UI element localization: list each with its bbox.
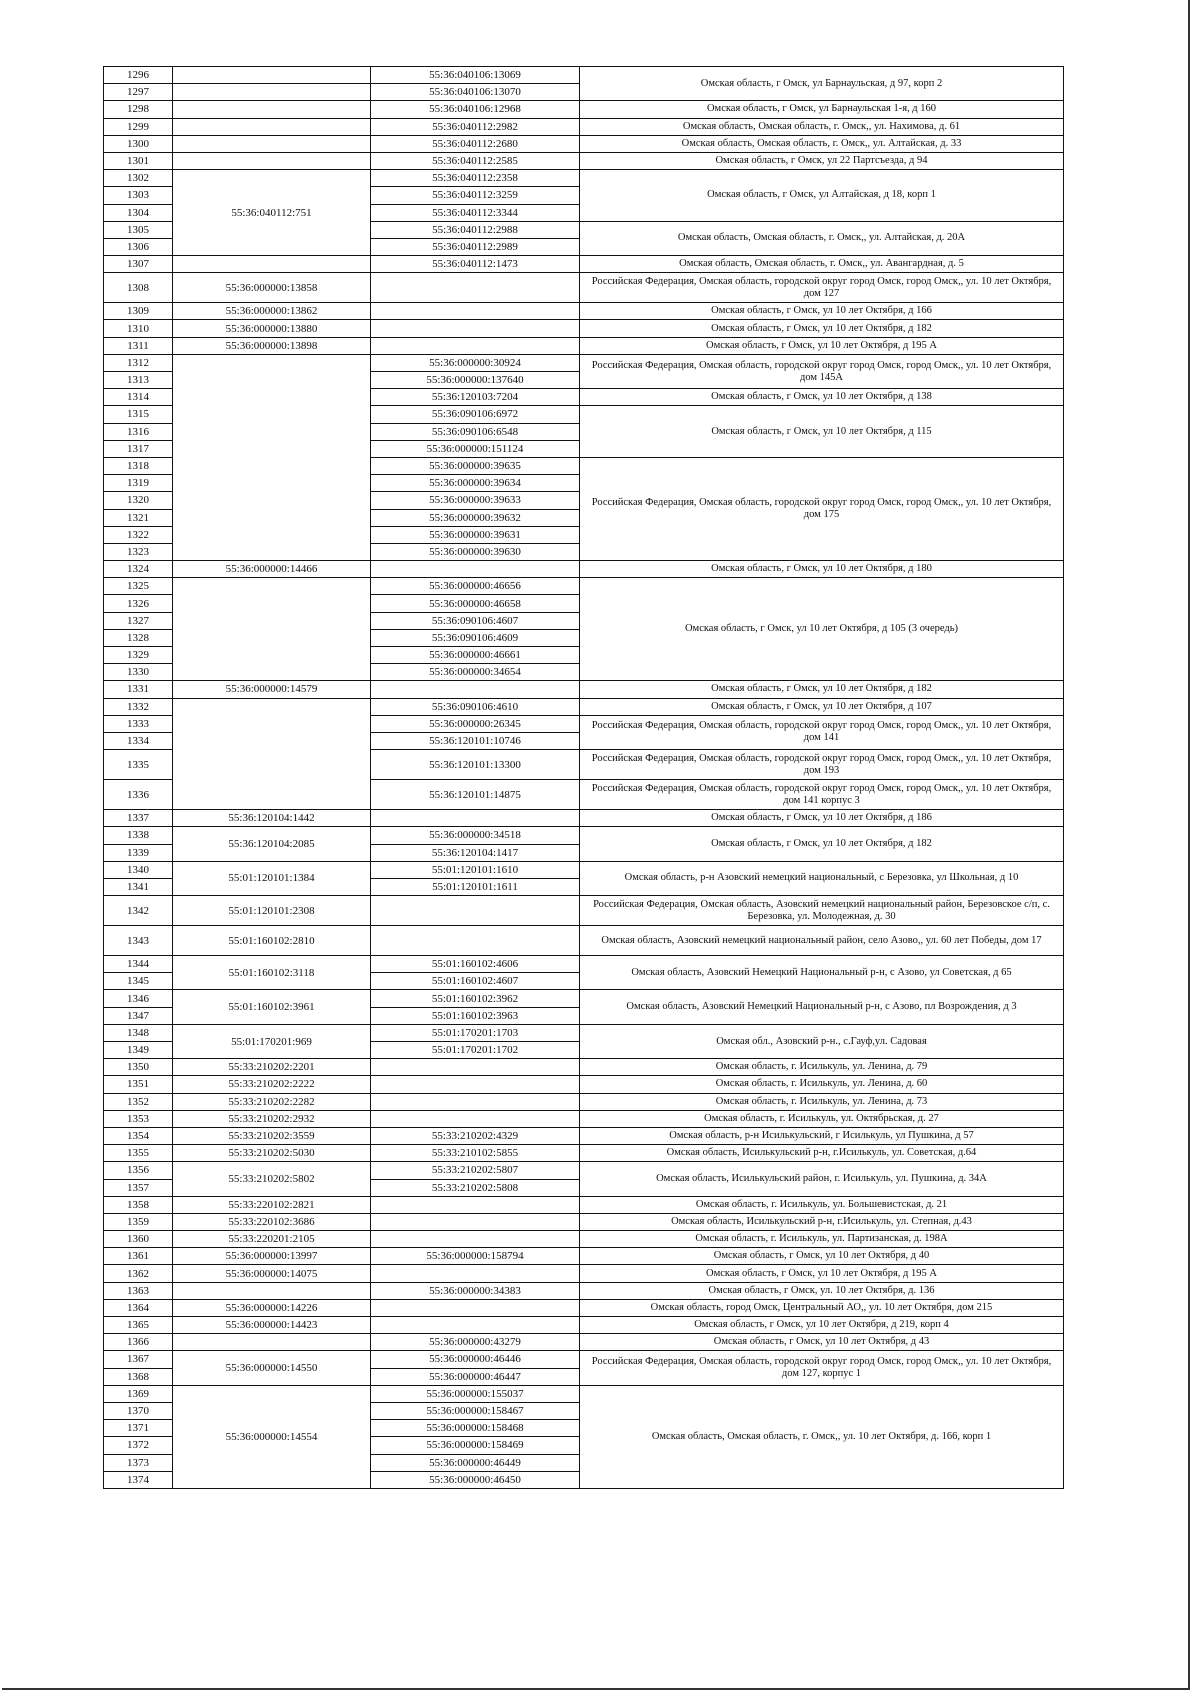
object-cadastral-number-cell: 55:36:000000:39634 [371,475,580,492]
address-cell: Омская область, Омская область, г. Омск,, ул. Нахимова, д. 61 [580,118,1064,135]
object-cadastral-number-cell: 55:36:120101:13300 [371,750,580,780]
object-cadastral-number-cell: 55:01:120101:1610 [371,861,580,878]
row-number-cell: 1365 [104,1317,173,1334]
cadastral-number-cell: 55:01:120101:1384 [173,861,371,895]
address-cell: Российская Федерация, Омская область, городской округ город Омск, город Омск,, ул. 10 лет Октября, дом 141 [580,715,1064,749]
table-row [104,67,1064,84]
row-number-cell: 1367 [104,1351,173,1368]
object-cadastral-number-cell [371,926,580,956]
registry-table [103,66,1064,1489]
row-number-cell: 1340 [104,861,173,878]
object-cadastral-number-cell: 55:36:000000:158469 [371,1437,580,1454]
cadastral-number-cell: 55:36:000000:14423 [173,1317,371,1334]
object-cadastral-number-cell [371,1231,580,1248]
cadastral-number-cell: 55:33:210202:2222 [173,1076,371,1093]
cadastral-number-cell: 55:33:210202:3559 [173,1127,371,1144]
table-row [104,956,1064,973]
object-cadastral-number-cell [371,1265,580,1282]
row-number-cell: 1370 [104,1402,173,1419]
table-row [104,152,1064,169]
row-number-cell: 1328 [104,629,173,646]
object-cadastral-number-cell: 55:36:000000:34518 [371,827,580,844]
object-cadastral-number-cell: 55:36:000000:46658 [371,595,580,612]
table-row [104,1059,1064,1076]
row-number-cell: 1311 [104,337,173,354]
object-cadastral-number-cell: 55:01:170201:1703 [371,1024,580,1041]
table-row [104,698,1064,715]
cadastral-number-cell: 55:33:220102:3686 [173,1213,371,1230]
address-cell: Омская область, Исилькульский р-н, г.Исилькуль, ул. Советская, д.64 [580,1145,1064,1162]
object-cadastral-number-cell: 55:36:000000:46661 [371,647,580,664]
object-cadastral-number-cell: 55:36:000000:39631 [371,526,580,543]
object-cadastral-number-cell: 55:36:000000:39635 [371,457,580,474]
address-cell: Омская область, г. Исилькуль, ул. Ленина, д. 60 [580,1076,1064,1093]
object-cadastral-number-cell: 55:01:170201:1702 [371,1042,580,1059]
cadastral-number-cell: 55:36:000000:14554 [173,1385,371,1488]
object-cadastral-number-cell [371,681,580,698]
address-cell: Российская Федерация, Омская область, Азовский немецкий национальный район, Березовское с/п, с. Березовка, ул. Молодежная, д. 30 [580,896,1064,926]
object-cadastral-number-cell: 55:36:000000:158468 [371,1420,580,1437]
registry-body [104,67,1064,1489]
row-number-cell: 1373 [104,1454,173,1471]
address-cell: Омская область, г. Исилькуль, ул. Партизанская, д. 198А [580,1231,1064,1248]
cadastral-number-cell: 55:01:160102:3118 [173,956,371,990]
table-row [104,1196,1064,1213]
cadastral-number-cell [173,1282,371,1299]
object-cadastral-number-cell: 55:36:040112:2982 [371,118,580,135]
row-number-cell: 1347 [104,1007,173,1024]
cadastral-number-cell [173,84,371,101]
row-number-cell: 1334 [104,732,173,749]
object-cadastral-number-cell [371,810,580,827]
address-cell: Омская область, Исилькульский р-н, г.Исилькуль, ул. Степная, д.43 [580,1213,1064,1230]
row-number-cell: 1321 [104,509,173,526]
object-cadastral-number-cell: 55:36:120101:10746 [371,732,580,749]
object-cadastral-number-cell: 55:36:000000:158467 [371,1402,580,1419]
row-number-cell: 1308 [104,273,173,303]
object-cadastral-number-cell: 55:36:120103:7204 [371,389,580,406]
address-cell: Омская область, г Омск, ул 10 лет Октября, д 182 [580,681,1064,698]
table-row [104,170,1064,187]
object-cadastral-number-cell: 55:36:000000:39633 [371,492,580,509]
address-cell: Омская область, г Омск, ул 10 лет Октября, д 40 [580,1248,1064,1265]
row-number-cell: 1331 [104,681,173,698]
object-cadastral-number-cell: 55:36:000000:46447 [371,1368,580,1385]
object-cadastral-number-cell [371,273,580,303]
object-cadastral-number-cell: 55:36:090106:6972 [371,406,580,423]
row-number-cell: 1363 [104,1282,173,1299]
table-row [104,118,1064,135]
row-number-cell: 1312 [104,354,173,371]
table-row [104,810,1064,827]
address-cell: Омская область, Исилькульский район, г. Исилькуль, ул. Пушкина, д. 34А [580,1162,1064,1196]
row-number-cell: 1324 [104,561,173,578]
address-cell: Омская область, г. Исилькуль, ул. Октябрьская, д. 27 [580,1110,1064,1127]
row-number-cell: 1330 [104,664,173,681]
address-cell: Омская область, Азовский Немецкий Национальный р-н, с Азово, ул Советская, д 65 [580,956,1064,990]
address-cell: Омская область, г Омск, ул 10 лет Октября, д 180 [580,561,1064,578]
object-cadastral-number-cell [371,1213,580,1230]
row-number-cell: 1354 [104,1127,173,1144]
table-row [104,681,1064,698]
address-cell: Омская область, г Омск, ул 10 лет Октября, д 115 [580,406,1064,458]
row-number-cell: 1355 [104,1145,173,1162]
address-cell: Омская область, Омская область, г. Омск,, ул. Алтайская, д. 20А [580,221,1064,255]
row-number-cell: 1325 [104,578,173,595]
row-number-cell: 1314 [104,389,173,406]
object-cadastral-number-cell: 55:36:000000:151124 [371,440,580,457]
row-number-cell: 1318 [104,457,173,474]
table-row [104,256,1064,273]
object-cadastral-number-cell: 55:36:040106:12968 [371,101,580,118]
address-cell: Омская область, г Омск, ул Барнаульская, д 97, корп 2 [580,67,1064,101]
table-row [104,561,1064,578]
table-row [104,1385,1064,1402]
cadastral-number-cell: 55:33:210202:5802 [173,1162,371,1196]
row-number-cell: 1372 [104,1437,173,1454]
table-row [104,1317,1064,1334]
cadastral-number-cell: 55:36:000000:14466 [173,561,371,578]
cadastral-number-cell [173,152,371,169]
address-cell: Омская область, г Омск, ул 10 лет Октября, д 138 [580,389,1064,406]
object-cadastral-number-cell: 55:36:040112:1473 [371,256,580,273]
object-cadastral-number-cell: 55:01:160102:4606 [371,956,580,973]
row-number-cell: 1349 [104,1042,173,1059]
table-row [104,1024,1064,1041]
row-number-cell: 1296 [104,67,173,84]
table-row [104,1231,1064,1248]
object-cadastral-number-cell: 55:01:160102:3963 [371,1007,580,1024]
row-number-cell: 1362 [104,1265,173,1282]
row-number-cell: 1317 [104,440,173,457]
address-cell: Омская область, г Омск, ул Алтайская, д 18, корп 1 [580,170,1064,222]
object-cadastral-number-cell [371,1196,580,1213]
cadastral-number-cell: 55:36:000000:13997 [173,1248,371,1265]
address-cell: Омская область, г Омск, ул. 10 лет Октября, д. 136 [580,1282,1064,1299]
cadastral-number-cell [173,354,371,560]
object-cadastral-number-cell: 55:36:040112:2988 [371,221,580,238]
address-cell: Омская область, р-н Исилькульский, г Исилькуль, ул Пушкина, д 57 [580,1127,1064,1144]
row-number-cell: 1316 [104,423,173,440]
object-cadastral-number-cell [371,320,580,337]
row-number-cell: 1359 [104,1213,173,1230]
table-row [104,861,1064,878]
address-cell: Российская Федерация, Омская область, городской округ город Омск, город Омск,, ул. 10 лет Октября, дом 127, корпус 1 [580,1351,1064,1385]
address-cell: Омская область, г Омск, ул 10 лет Октября, д 166 [580,303,1064,320]
table-row [104,1213,1064,1230]
object-cadastral-number-cell: 55:36:120101:14875 [371,780,580,810]
table-row [104,354,1064,371]
cadastral-number-cell: 55:01:160102:2810 [173,926,371,956]
row-number-cell: 1315 [104,406,173,423]
object-cadastral-number-cell [371,1110,580,1127]
address-cell: Омская область, Азовский немецкий национальный район, село Азово,, ул. 60 лет Победы, дом 17 [580,926,1064,956]
row-number-cell: 1300 [104,135,173,152]
object-cadastral-number-cell: 55:36:090106:4607 [371,612,580,629]
row-number-cell: 1319 [104,475,173,492]
row-number-cell: 1310 [104,320,173,337]
address-cell: Омская область, г. Исилькуль, ул. Ленина, д. 73 [580,1093,1064,1110]
row-number-cell: 1344 [104,956,173,973]
row-number-cell: 1301 [104,152,173,169]
row-number-cell: 1306 [104,238,173,255]
address-cell: Омская область, г Омск, ул 10 лет Октября, д 195 А [580,337,1064,354]
address-cell: Российская Федерация, Омская область, городской округ город Омск, город Омск,, ул. 10 лет Октября, дом 141 корпус 3 [580,780,1064,810]
object-cadastral-number-cell: 55:36:040106:13070 [371,84,580,101]
table-row [104,1145,1064,1162]
object-cadastral-number-cell [371,303,580,320]
cadastral-number-cell: 55:01:120101:2308 [173,896,371,926]
address-cell: Омская область, Омская область, г. Омск,, ул. 10 лет Октября, д. 166, корп 1 [580,1385,1064,1488]
row-number-cell: 1357 [104,1179,173,1196]
object-cadastral-number-cell: 55:36:000000:39632 [371,509,580,526]
row-number-cell: 1369 [104,1385,173,1402]
address-cell: Омская область, город Омск, Центральный АО,, ул. 10 лет Октября, дом 215 [580,1299,1064,1316]
row-number-cell: 1335 [104,750,173,780]
address-cell: Омская обл., Азовский р-н., с.Гауф,ул. Садовая [580,1024,1064,1058]
address-cell: Омская область, Омская область, г. Омск,, ул. Алтайская, д. 33 [580,135,1064,152]
object-cadastral-number-cell: 55:36:000000:46446 [371,1351,580,1368]
object-cadastral-number-cell: 55:36:000000:46449 [371,1454,580,1471]
row-number-cell: 1304 [104,204,173,221]
object-cadastral-number-cell: 55:36:000000:158794 [371,1248,580,1265]
cadastral-number-cell [173,101,371,118]
cadastral-number-cell [173,1334,371,1351]
address-cell: Российская Федерация, Омская область, городской округ город Омск, город Омск,, ул. 10 лет Октября, дом 175 [580,457,1064,560]
row-number-cell: 1298 [104,101,173,118]
row-number-cell: 1332 [104,698,173,715]
row-number-cell: 1343 [104,926,173,956]
object-cadastral-number-cell: 55:33:210102:5855 [371,1145,580,1162]
cadastral-number-cell: 55:33:220201:2105 [173,1231,371,1248]
table-row [104,896,1064,926]
object-cadastral-number-cell [371,1093,580,1110]
row-number-cell: 1326 [104,595,173,612]
address-cell: Омская область, г Омск, ул 22 Партсъезда, д 94 [580,152,1064,169]
cadastral-number-cell: 55:36:000000:13898 [173,337,371,354]
object-cadastral-number-cell: 55:36:040112:3344 [371,204,580,221]
row-number-cell: 1351 [104,1076,173,1093]
row-number-cell: 1358 [104,1196,173,1213]
row-number-cell: 1356 [104,1162,173,1179]
object-cadastral-number-cell: 55:33:210202:5808 [371,1179,580,1196]
table-row [104,320,1064,337]
table-row [104,1110,1064,1127]
cadastral-number-cell: 55:36:000000:13880 [173,320,371,337]
row-number-cell: 1297 [104,84,173,101]
row-number-cell: 1350 [104,1059,173,1076]
table-row [104,1093,1064,1110]
table-row [104,578,1064,595]
table-row [104,337,1064,354]
address-cell: Российская Федерация, Омская область, городской округ город Омск, город Омск,, ул. 10 лет Октября, дом 127 [580,273,1064,303]
address-cell: Омская область, г Омск, ул 10 лет Октября, д 195 А [580,1265,1064,1282]
row-number-cell: 1364 [104,1299,173,1316]
table-row [104,1334,1064,1351]
object-cadastral-number-cell [371,1059,580,1076]
address-cell: Омская область, г Омск, ул Барнаульская 1-я, д 160 [580,101,1064,118]
row-number-cell: 1336 [104,780,173,810]
row-number-cell: 1341 [104,878,173,895]
address-cell: Российская Федерация, Омская область, городской округ город Омск, город Омск,, ул. 10 лет Октября, дом 145А [580,354,1064,388]
object-cadastral-number-cell: 55:36:000000:155037 [371,1385,580,1402]
object-cadastral-number-cell: 55:36:090106:4609 [371,629,580,646]
object-cadastral-number-cell: 55:36:000000:26345 [371,715,580,732]
table-row [104,303,1064,320]
address-cell: Омская область, г Омск, ул 10 лет Октября, д 182 [580,320,1064,337]
address-cell: Омская область, г Омск, ул 10 лет Октября, д 107 [580,698,1064,715]
object-cadastral-number-cell: 55:36:000000:34383 [371,1282,580,1299]
table-row [104,1127,1064,1144]
object-cadastral-number-cell: 55:36:040112:2680 [371,135,580,152]
cadastral-number-cell: 55:01:160102:3961 [173,990,371,1024]
table-row [104,990,1064,1007]
cadastral-number-cell: 55:33:210202:2201 [173,1059,371,1076]
row-number-cell: 1348 [104,1024,173,1041]
row-number-cell: 1333 [104,715,173,732]
object-cadastral-number-cell [371,337,580,354]
table-row [104,1076,1064,1093]
object-cadastral-number-cell: 55:36:040112:2989 [371,238,580,255]
cadastral-number-cell [173,256,371,273]
object-cadastral-number-cell: 55:36:120104:1417 [371,844,580,861]
row-number-cell: 1374 [104,1471,173,1488]
address-cell: Омская область, Азовский Немецкий Национальный р-н, с Азово, пл Возрождения, д 3 [580,990,1064,1024]
row-number-cell: 1303 [104,187,173,204]
row-number-cell: 1309 [104,303,173,320]
object-cadastral-number-cell: 55:33:210202:4329 [371,1127,580,1144]
object-cadastral-number-cell: 55:01:160102:3962 [371,990,580,1007]
cadastral-number-cell [173,67,371,84]
address-cell: Омская область, г Омск, ул 10 лет Октября, д 43 [580,1334,1064,1351]
table-row [104,1299,1064,1316]
address-cell: Омская область, г Омск, ул 10 лет Октября, д 186 [580,810,1064,827]
table-row [104,827,1064,844]
row-number-cell: 1352 [104,1093,173,1110]
object-cadastral-number-cell: 55:33:210202:5807 [371,1162,580,1179]
address-cell: Омская область, г. Исилькуль, ул. Большевистская, д. 21 [580,1196,1064,1213]
row-number-cell: 1371 [104,1420,173,1437]
object-cadastral-number-cell: 55:36:000000:43279 [371,1334,580,1351]
object-cadastral-number-cell: 55:36:090106:6548 [371,423,580,440]
table-row [104,1351,1064,1368]
object-cadastral-number-cell: 55:36:000000:46656 [371,578,580,595]
row-number-cell: 1305 [104,221,173,238]
row-number-cell: 1299 [104,118,173,135]
object-cadastral-number-cell: 55:01:120101:1611 [371,878,580,895]
cadastral-number-cell: 55:36:000000:13862 [173,303,371,320]
row-number-cell: 1337 [104,810,173,827]
row-number-cell: 1361 [104,1248,173,1265]
cadastral-number-cell: 55:36:000000:14550 [173,1351,371,1385]
row-number-cell: 1302 [104,170,173,187]
address-cell: Омская область, Омская область, г. Омск,, ул. Авангардная, д. 5 [580,256,1064,273]
row-number-cell: 1322 [104,526,173,543]
object-cadastral-number-cell: 55:36:000000:137640 [371,372,580,389]
address-cell: Российская Федерация, Омская область, городской округ город Омск, город Омск,, ул. 10 лет Октября, дом 193 [580,750,1064,780]
table-row [104,926,1064,956]
table-row [104,273,1064,303]
object-cadastral-number-cell: 55:36:000000:46450 [371,1471,580,1488]
address-cell: Омская область, г Омск, ул 10 лет Октября, д 219, корп 4 [580,1317,1064,1334]
row-number-cell: 1353 [104,1110,173,1127]
row-number-cell: 1323 [104,543,173,560]
cadastral-number-cell: 55:33:220102:2821 [173,1196,371,1213]
table-row [104,135,1064,152]
row-number-cell: 1327 [104,612,173,629]
object-cadastral-number-cell [371,1076,580,1093]
address-cell: Омская область, р-н Азовский немецкий национальный, с Березовка, ул Школьная, д 10 [580,861,1064,895]
table-row [104,101,1064,118]
object-cadastral-number-cell [371,561,580,578]
object-cadastral-number-cell [371,896,580,926]
row-number-cell: 1368 [104,1368,173,1385]
row-number-cell: 1313 [104,372,173,389]
row-number-cell: 1342 [104,896,173,926]
object-cadastral-number-cell: 55:36:040112:3259 [371,187,580,204]
cadastral-number-cell: 55:36:000000:14075 [173,1265,371,1282]
table-row [104,1162,1064,1179]
cadastral-number-cell: 55:33:210202:2932 [173,1110,371,1127]
object-cadastral-number-cell: 55:36:090106:4610 [371,698,580,715]
row-number-cell: 1307 [104,256,173,273]
row-number-cell: 1345 [104,973,173,990]
table-row [104,1248,1064,1265]
object-cadastral-number-cell: 55:36:040106:13069 [371,67,580,84]
row-number-cell: 1339 [104,844,173,861]
object-cadastral-number-cell: 55:36:000000:34654 [371,664,580,681]
cadastral-number-cell: 55:36:000000:14226 [173,1299,371,1316]
object-cadastral-number-cell [371,1317,580,1334]
object-cadastral-number-cell: 55:36:000000:30924 [371,354,580,371]
object-cadastral-number-cell [371,1299,580,1316]
cadastral-number-cell [173,578,371,681]
cadastral-number-cell: 55:33:210202:2282 [173,1093,371,1110]
cadastral-number-cell: 55:36:040112:751 [173,170,371,256]
table-row [104,1265,1064,1282]
row-number-cell: 1360 [104,1231,173,1248]
row-number-cell: 1346 [104,990,173,1007]
cadastral-number-cell [173,118,371,135]
object-cadastral-number-cell: 55:36:040112:2585 [371,152,580,169]
cadastral-number-cell: 55:36:000000:14579 [173,681,371,698]
address-cell: Омская область, г Омск, ул 10 лет Октября, д 182 [580,827,1064,861]
object-cadastral-number-cell: 55:36:000000:39630 [371,543,580,560]
row-number-cell: 1320 [104,492,173,509]
row-number-cell: 1329 [104,647,173,664]
row-number-cell: 1366 [104,1334,173,1351]
cadastral-number-cell: 55:36:120104:1442 [173,810,371,827]
object-cadastral-number-cell: 55:36:040112:2358 [371,170,580,187]
row-number-cell: 1338 [104,827,173,844]
table-row [104,1282,1064,1299]
cadastral-number-cell: 55:36:000000:13858 [173,273,371,303]
object-cadastral-number-cell: 55:01:160102:4607 [371,973,580,990]
cadastral-number-cell [173,698,371,810]
cadastral-number-cell [173,135,371,152]
address-cell: Омская область, г. Исилькуль, ул. Ленина, д. 79 [580,1059,1064,1076]
cadastral-number-cell: 55:33:210202:5030 [173,1145,371,1162]
cadastral-number-cell: 55:01:170201:969 [173,1024,371,1058]
address-cell: Омская область, г Омск, ул 10 лет Октября, д 105 (3 очередь) [580,578,1064,681]
cadastral-number-cell: 55:36:120104:2085 [173,827,371,861]
